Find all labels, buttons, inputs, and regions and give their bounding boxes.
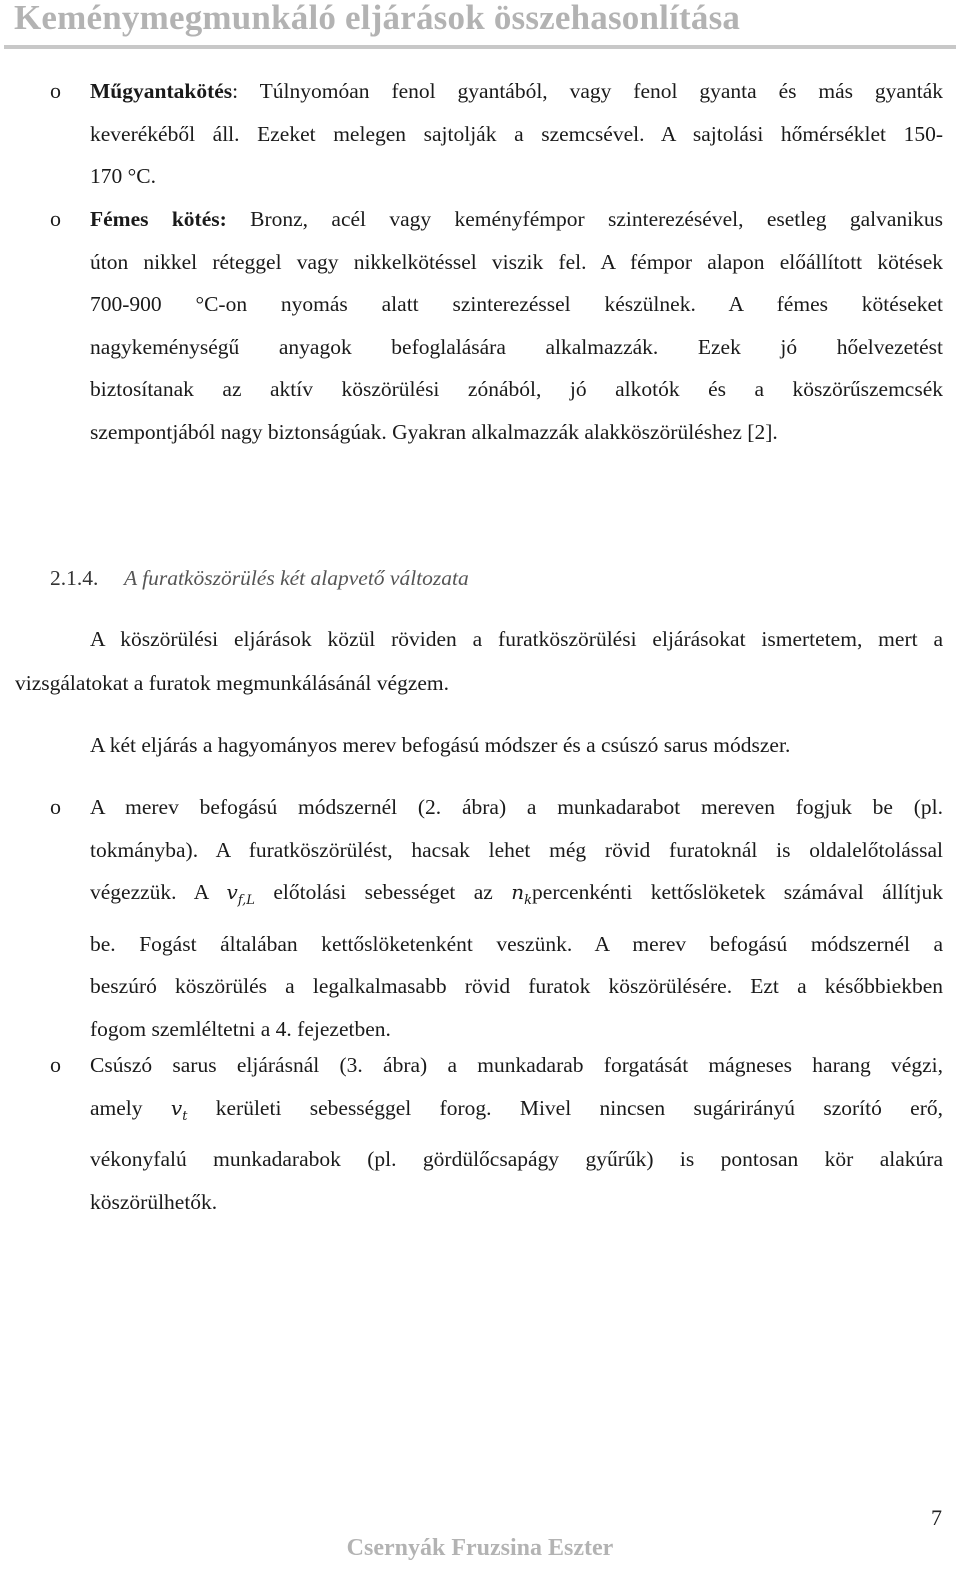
header-divider — [4, 45, 956, 49]
text-line: Csúszó sarus eljárásnál (3. ábra) a munkadarab forgatását mágneses harang végzi, — [90, 1053, 943, 1077]
section-number: 2.1.4. — [50, 566, 99, 590]
list-item-sliding-shoe — [90, 1044, 943, 1223]
variable-v-fl: $v_{f,L}$ — [226, 880, 255, 908]
section-title: A furatköszörülés két alapvető változata — [124, 566, 469, 590]
bullet-marker: o — [50, 78, 61, 103]
intro-line-2: vizsgálatokat a furatok megmunkálásánál végzem. — [15, 671, 450, 695]
text-line: végezzük. A $v_{f,L}$ előtolási sebességet az $n_kpercenkénti$ kettőslöketek számával állítjuk — [90, 880, 944, 908]
text-line: fogom szemléltetni a 4. fejezetben. — [90, 1016, 391, 1041]
text-line: szempontjából nagy biztonságúak. Gyakran alkalmazzák alakköszörüléshez [2]. — [90, 419, 778, 444]
text-line: be. Fogást általában kettőslöketenként veszünk. A merev befogású módszernél a — [90, 931, 943, 956]
page-header — [0, 0, 960, 48]
bullet-marker: o — [50, 206, 61, 231]
text-line: keverékéből áll. Ezeket melegen sajtolják a szemcsével. A sajtolási hőmérséklet 150- — [90, 121, 943, 146]
text-line: amely $v_t$ kerületi sebességgel forog. Mivel nincsen sugárirányú szorító erő, — [90, 1095, 943, 1124]
bullet-marker: o — [50, 1052, 61, 1077]
term-label: Fémes kötés: — [90, 207, 227, 231]
page-number: 7 — [931, 1505, 942, 1530]
variable-n-k: $n_k$ — [511, 880, 533, 908]
text-line: biztosítanak az aktív köszörülési zónából, jó alkotók és a köszörűszemcsék — [90, 377, 943, 401]
footer-author: Csernyák Fruzsina Eszter — [346, 1535, 614, 1561]
variable-v-t: $v_t$ — [170, 1095, 188, 1124]
intro-line-1: A köszörülési eljárások közül röviden a furatköszörülési eljárásokat ismertetem, mert a — [90, 627, 943, 651]
document-title: Keménymegmunkáló eljárások összehasonlítása — [14, 0, 741, 37]
term-label: Műgyantakötés — [90, 79, 233, 103]
text-line: nagykeménységű anyagok befoglalására alkalmazzák. Ezek jó hőelvezetést — [90, 334, 943, 359]
section-heading — [50, 557, 469, 599]
list-item-resin-bond — [90, 70, 943, 198]
text-line: köszörülhetők. — [90, 1189, 218, 1214]
intro-line-3: A két eljárás a hagyományos merev befogású módszer és a csúszó sarus módszer. — [90, 733, 791, 757]
text-line: 700-900 °C-on nyomás alatt szinterezéssel készülnek. A fémes kötéseket — [90, 292, 943, 316]
text-line: 170 °C. — [90, 164, 156, 188]
text-line: úton nikkel réteggel vagy nikkelkötéssel viszik fel. A fémpor alapon előállított kötések — [90, 249, 943, 274]
text-line: Műgyantakötés: Túlnyomóan fenol gyantából, vagy fenol gyanta és más gyanták — [90, 79, 943, 103]
text-line: A merev befogású módszernél (2. ábra) a munkadarabot mereven fogjuk be (pl. — [90, 795, 943, 819]
list-item-metal-bond — [90, 198, 943, 453]
text-line: beszúró köszörülés a legalkalmasabb rövid furatok köszörülésére. Ezt a későbbiekben — [90, 974, 943, 998]
text-line: Fémes kötés: Bronz, acél vagy keményfémpor szinterezésével, esetleg galvanikus — [90, 207, 943, 231]
text-line: tokmányba). A furatköszörülést, hacsak lehet még rövid furatoknál is oldalelőtolással — [90, 837, 943, 862]
text-line: vékonyfalú munkadarabok (pl. gördülőcsapágy gyűrűk) is pontosan kör alakúra — [90, 1147, 943, 1171]
list-item-rigid-clamping — [90, 786, 943, 1050]
bullet-marker: o — [50, 794, 61, 819]
